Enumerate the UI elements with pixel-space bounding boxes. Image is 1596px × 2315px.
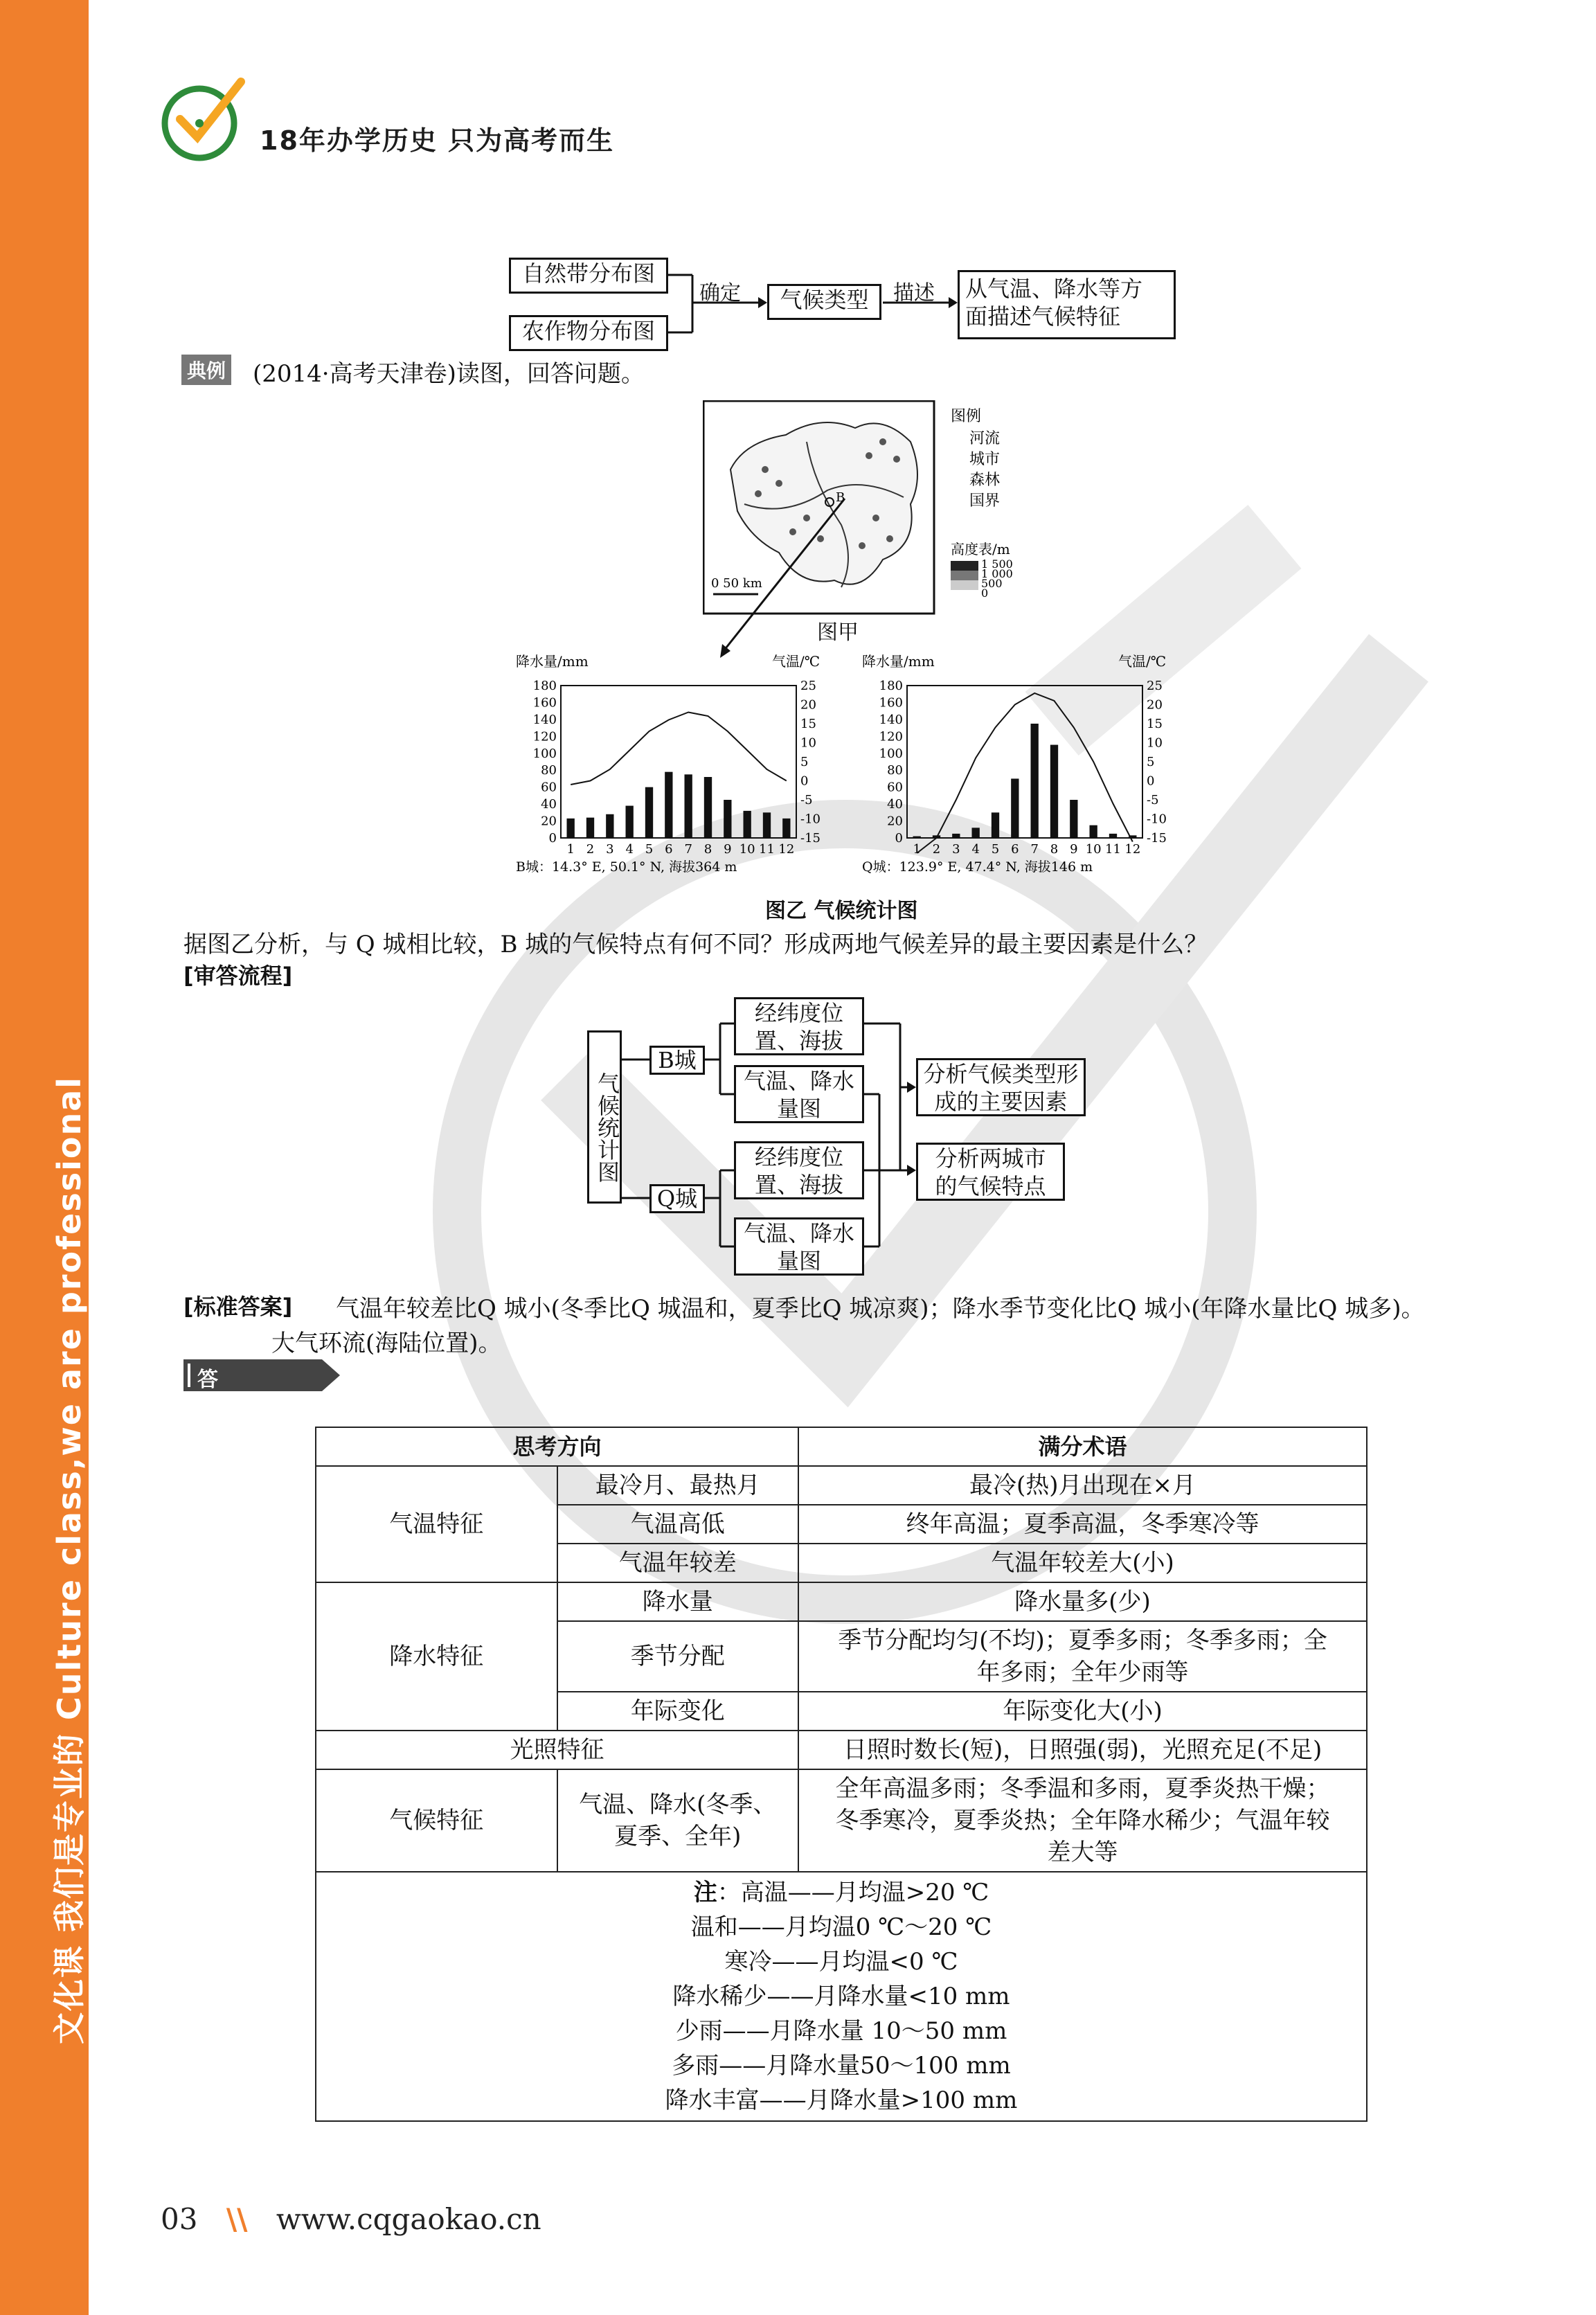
y2-tick-label: 5 [1147,755,1155,769]
table-cell [798,1621,1367,1692]
arrow-label-describe: 描述 [893,281,935,305]
legend-border: 国界 [969,492,1001,510]
y2-tick-label: 25 [1147,679,1163,693]
footer-slash-icon: \\ [226,2202,248,2236]
chart-station-title: Q城：123.9° E, 47.4° N, 海拔146 m [862,859,1093,875]
y2-tick-label: -15 [1147,831,1167,846]
chart-station-title: B城：14.3° E, 50.1° N, 海拔364 m [516,859,737,875]
x-tick-label: 1 [913,842,921,857]
q-latlon-line2: 置、海拔 [754,1172,843,1198]
x-tick-label: 12 [778,842,795,857]
x-tick-label: 10 [739,842,755,857]
y-tick-label: 40 [541,797,557,812]
y2-tick-label: 0 [1147,774,1155,789]
x-tick-label: 6 [1011,842,1019,857]
y-tick-label: 0 [548,831,557,846]
question-text: 据图乙分析，与 Q 城相比较，B 城的气候特点有何不同？形成两地气候差异的最主要因素是什么？ [183,931,1208,958]
box-b-city: B城 [649,1046,705,1075]
table-cell: 降水量多(少) [798,1582,1367,1621]
cell-line: 年多雨；全年少雨等 [976,1659,1189,1686]
height-500: 500 [981,577,1003,590]
legend-title: 图例 [951,408,982,425]
y-tick-label: 180 [879,679,903,693]
table-cell: 年际变化大(小) [798,1692,1367,1731]
x-tick-label: 1 [566,842,575,857]
note-line: ：高温——月均温>20 ℃ [717,1879,989,1906]
table-cell: 最冷(热)月出现在×月 [798,1466,1367,1505]
table-cell [798,1769,1367,1872]
result-line2: 面描述气候特征 [965,303,1121,330]
y-tick-label: 160 [532,695,557,710]
height-0: 0 [981,587,989,600]
page-footer [161,2202,541,2236]
table-row [316,1466,1367,1505]
b-chart-line2: 量图 [776,1096,821,1122]
answer-line1: 气温年较差比Q 城小(冬季比Q 城温和，夏季比Q 城凉爽)；降水季节变化比Q 城小(年降水量比Q 城多)。 [336,1295,1425,1323]
box-analyze-city-climate [916,1143,1065,1201]
cell-line: 差大等 [1047,1839,1118,1866]
sidebar-slogan: 文化课 我们是专业的 Culture class,we are professional [51,1075,88,2044]
y-tick-label: 60 [887,780,903,795]
y-tick-label: 180 [532,679,557,693]
notes-cell [316,1872,1367,2121]
box-q-city: Q城 [649,1184,705,1213]
box-q-latlon [734,1141,864,1199]
example-badge: 典例 [181,355,231,385]
box-natural-zone-map: 自然带分布图 [509,258,668,294]
terms-badge-label: 答题术语 [197,1368,221,1483]
height-1500: 1 500 [981,557,1013,571]
y2-tick-label: 25 [800,679,816,693]
group-sunlight: 光照特征 [316,1731,798,1769]
y2-tick-label: 5 [800,755,809,769]
y-tick-label: 140 [532,712,557,727]
y2-tick-label: 10 [1147,735,1163,751]
table-row [316,1582,1367,1621]
q-chart-line2: 量图 [776,1248,821,1274]
y2-tick-label: 20 [800,697,816,713]
y2-tick-label: 15 [800,717,816,731]
answer-label: [标准答案] [183,1294,293,1320]
note-line: 降水稀少——月降水量<10 mm [672,1983,1010,2010]
b-latlon-line1: 经纬度位 [754,1000,843,1026]
table-cell: 季节分配 [557,1621,799,1692]
y-tick-label: 40 [887,797,903,812]
y-axis-label: 降水量/mm [862,653,935,670]
x-tick-label: 9 [724,842,732,857]
y-tick-label: 100 [879,746,903,761]
y-tick-label: 120 [532,729,557,744]
box-climate-stat-chart: 气候统计图 [587,1030,622,1204]
result2-line1: 分析两城市 [935,1145,1046,1172]
x-tick-label: 4 [971,842,980,857]
note-line: 多雨——月降水量50～100 mm [672,2052,1011,2080]
table-cell: 终年高温；夏季高温，冬季寒冷等 [798,1505,1367,1544]
table-row [316,1769,1367,1872]
x-tick-label: 6 [665,842,673,857]
group-climate: 气候特征 [316,1769,557,1872]
result1-line1: 分析气候类型形 [923,1061,1079,1087]
x-tick-label: 2 [586,842,595,857]
header-thinking: 思考方向 [316,1427,798,1466]
y2-tick-label: -5 [1147,793,1159,807]
x-tick-label: 5 [991,842,1000,857]
note-line: 少雨——月降水量 10～50 mm [675,2017,1007,2045]
y-tick-label: 140 [879,712,903,727]
box-q-chart [734,1217,864,1276]
legend-forest: 森林 [969,472,1001,489]
b-chart-line1: 气温、降水 [743,1068,854,1094]
y2-tick-label: 15 [1147,717,1163,731]
y-tick-label: 0 [895,831,903,846]
y-axis-label: 降水量/mm [516,653,589,670]
cell-line: 冬季寒冷，夏季炎热；全年降水稀少；气温年较 [835,1807,1330,1834]
q-latlon-line1: 经纬度位 [754,1144,843,1170]
group-temperature: 气温特征 [316,1466,557,1582]
y-tick-label: 160 [879,695,903,710]
terms-table [315,1427,1368,2122]
header-slogan: 18年办学历史 只为高考而生 [260,125,615,156]
x-tick-label: 5 [645,842,654,857]
table-cell: 气温年较差大(小) [798,1544,1367,1582]
x-tick-label: 9 [1070,842,1078,857]
y-tick-label: 80 [541,763,557,778]
y-tick-label: 120 [879,729,903,744]
box-analyze-climate-factor [916,1058,1086,1116]
legend-height: 高度表/m [951,541,1010,557]
table-row [316,1872,1367,2121]
footer-url: www.cqgaokao.cn [276,2202,541,2236]
x-tick-label: 11 [759,842,775,857]
table-row [316,1427,1367,1466]
x-tick-label: 4 [625,842,634,857]
page-number: 03 [161,2202,198,2236]
x-tick-label: 12 [1124,842,1141,857]
legend-river: 河流 [969,430,1001,447]
table-cell: 降水量 [557,1582,799,1621]
charts-caption: 图乙 气候统计图 [765,899,918,923]
process-label: [审答流程] [183,963,293,989]
result2-line2: 的气候特点 [935,1173,1046,1199]
x-tick-label: 11 [1105,842,1121,857]
legend-city: 城市 [969,451,1001,468]
group-precipitation: 降水特征 [316,1582,557,1731]
y-tick-label: 20 [541,814,557,829]
table-cell: 最冷月、最热月 [557,1466,799,1505]
result-line1: 从气温、降水等方 [965,276,1143,302]
header-terms: 满分术语 [798,1427,1367,1466]
map-label-b: B [836,490,845,505]
x-tick-label: 7 [684,842,692,857]
table-cell: 日照时数长(短)，日照强(弱)，光照充足(不足) [798,1731,1367,1769]
map-caption: 图甲 [817,620,859,645]
note-line: 温和——月均温0 ℃～20 ℃ [690,1913,992,1941]
y2-axis-label: 气温/℃ [1118,653,1167,670]
table-cell: 气温年较差 [557,1544,799,1582]
map-scale: 0 50 km [711,576,762,591]
x-tick-label: 8 [1050,842,1059,857]
result1-line2: 成的主要因素 [934,1089,1068,1115]
cell-line: 全年高温多雨；冬季温和多雨，夏季炎热干燥； [835,1775,1330,1803]
y2-tick-label: 20 [1147,697,1163,713]
y2-tick-label: -10 [1147,812,1167,827]
box-b-latlon [734,997,864,1055]
box-crop-map: 农作物分布图 [509,315,668,351]
answer-line2: 大气环流(海陆位置)。 [271,1330,502,1357]
x-tick-label: 2 [932,842,941,857]
y2-axis-label: 气温/℃ [772,653,821,670]
y2-tick-label: -5 [800,793,813,807]
y2-tick-label: 0 [800,774,809,789]
note-line: 降水丰富——月降水量>100 mm [665,2086,1018,2114]
example-text: (2014·高考天津卷)读图，回答问题。 [253,360,645,388]
note-label: 注 [693,1879,717,1906]
arrow-label-determine: 确定 [699,281,741,305]
box-climate-type: 气候类型 [767,284,881,320]
cell-line: 气温、降水(冬季、 [579,1791,777,1818]
table-cell: 年际变化 [557,1692,799,1731]
height-1000: 1 000 [981,567,1013,580]
cell-line: 季节分配均匀(不均)；夏季多雨；冬季多雨；全 [838,1627,1327,1654]
y-tick-label: 60 [541,780,557,795]
y2-tick-label: -10 [800,812,821,827]
y2-tick-label: 10 [800,735,816,751]
x-tick-label: 7 [1030,842,1039,857]
y-tick-label: 80 [887,763,903,778]
table-cell [557,1769,799,1872]
b-latlon-line2: 置、海拔 [754,1028,843,1054]
note-line: 寒冷——月均温<0 ℃ [724,1948,958,1976]
y-tick-label: 20 [887,814,903,829]
x-tick-label: 3 [606,842,614,857]
box-b-chart [734,1065,864,1123]
x-tick-label: 3 [952,842,960,857]
x-tick-label: 8 [703,842,712,857]
x-tick-label: 10 [1085,842,1102,857]
y2-tick-label: -15 [800,831,821,846]
cell-line: 夏季、全年) [614,1823,742,1850]
table-cell: 气温高低 [557,1505,799,1544]
q-chart-line1: 气温、降水 [743,1220,854,1246]
y-tick-label: 100 [532,746,557,761]
table-row [316,1731,1367,1769]
